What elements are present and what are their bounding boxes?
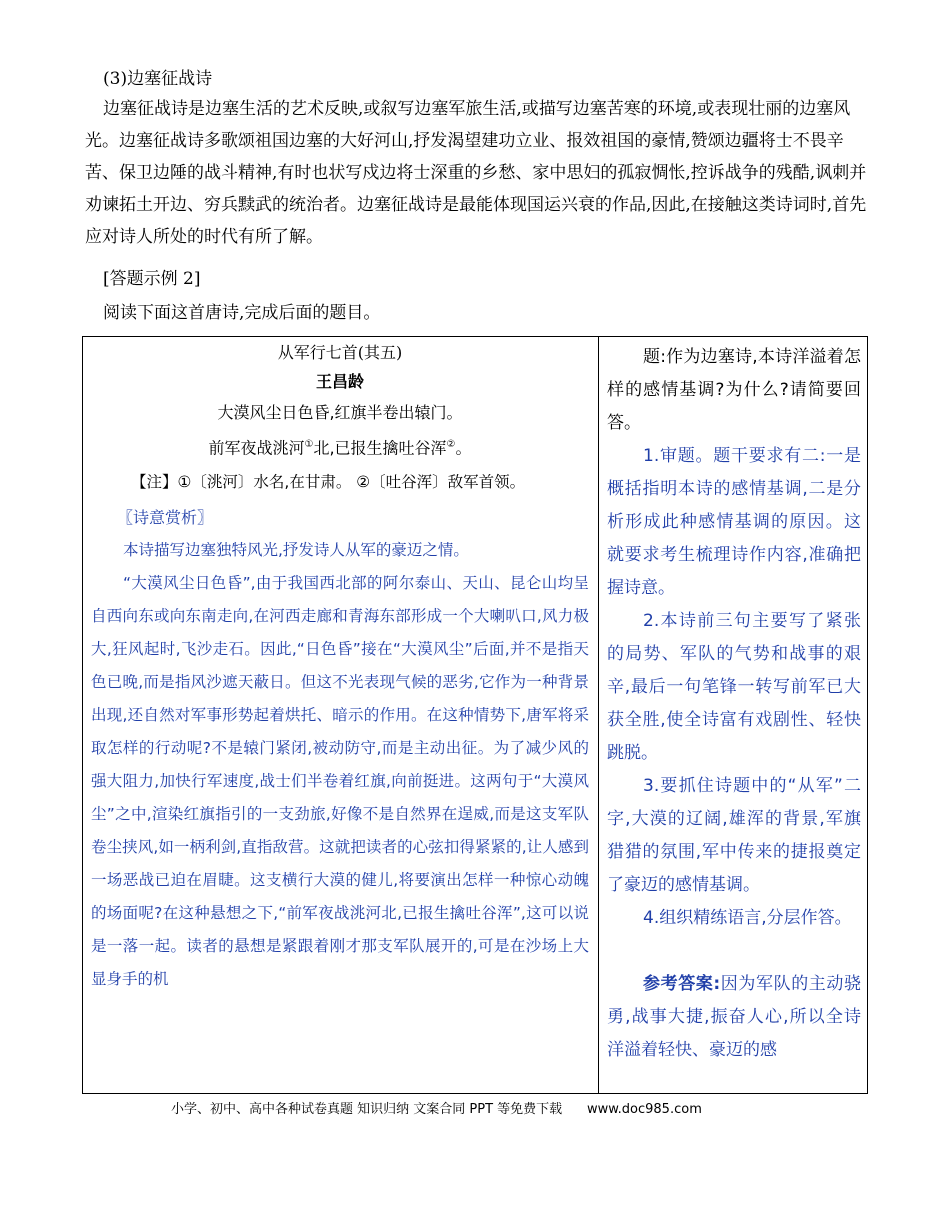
analysis-label: 〖诗意赏析〗 [117, 508, 214, 528]
poem-column [91, 339, 589, 996]
section-heading: (3)边塞征战诗 [103, 69, 213, 89]
footnote-marker-1: ① [304, 439, 314, 450]
poem-line-2-part-b: 北,已报生擒吐谷浑 [313, 438, 447, 458]
question-column [607, 341, 861, 1067]
spacer [607, 935, 861, 968]
poem-line-2-part-a: 前军夜战洮河 [208, 438, 305, 458]
page-footer [171, 1100, 702, 1120]
answer-step-2: 2.本诗前三句主要写了紧张的局势、军队的气势和战事的艰辛,最后一句笔锋一转写前军已大获全胜,使全诗富有戏剧性、轻快跳脱。 [607, 611, 861, 763]
answer-example-table [82, 336, 868, 1094]
poem-line-1: 大漠风尘日色昏,红旗半卷出辕门。 [217, 403, 463, 422]
footnote-marker-2: ② [446, 439, 456, 450]
poem-title: 从军行七首(其五) [277, 343, 403, 362]
example-label: [答题示例 2] [103, 269, 201, 289]
footer-url: www.doc985.com [586, 1102, 702, 1117]
footer-text: 小学、初中、高中各种试卷真题 知识归纳 文案合同 PPT 等免费下载 [171, 1102, 563, 1117]
poem-note: 【注】①〔洮河〕水名,在甘肃。 ②〔吐谷浑〕敌军首领。 [131, 473, 526, 492]
reference-answer [607, 968, 861, 1067]
analysis-paragraph-1: 本诗描写边塞独特风光,抒发诗人从军的豪迈之情。 [123, 541, 469, 560]
analysis-paragraph-2: “大漠风尘日色昏”,由于我国西北部的阿尔泰山、天山、昆仑山均呈自西向东或向东南走向,在河西走廊和青海东部形成一个大喇叭口,风力极大,狂风起时,飞沙走石。因此,“日色昏”接在“大漠风尘”后面,并不是指天色已晚,而是指风沙遮天蔽日。但这不光表现气候的恶劣,它作为一种背景出现,还自然对军事形势起着烘托、暗示的作用。在这种情势下,唐军将采取怎样的行动呢?不是辕门紧闭,被动防守,而是主动出征。为了减少风的强大阻力,加快行军速度,战士们半卷着红旗,向前挺进。这两句于“大漠风尘”之中,渲染红旗指引的一支劲旅,好像不是自然界在逞威,而是这支军队卷尘挟风,如一柄利剑,直指敌营。这就把读者的心弦扣得紧紧的,让人感到一场恶战已迫在眉睫。这支横行大漠的健儿,将要演出怎样一种惊心动魄的场面呢?在这种悬想之下,“前军夜战洮河北,已报生擒吐谷浑”,这可以说是一落一起。读者的悬想是紧跟着刚才那支军队展开的,可是在沙场上大显身手的机 [91, 574, 589, 989]
answer-step-4: 4.组织精练语言,分层作答。 [643, 908, 852, 928]
answer-step-1: 1.审题。题干要求有二:一是概括指明本诗的感情基调,二是分析形成此种感情基调的原因。这就要求考生梳理诗作内容,准确把握诗意。 [607, 446, 861, 598]
poem-line-2 [91, 429, 589, 464]
column-divider [598, 337, 599, 1093]
poem-author: 王昌龄 [315, 372, 364, 391]
question-intro: 阅读下面这首唐诗,完成后面的题目。 [103, 303, 381, 323]
answer-step-3: 3.要抓住诗题中的“从军”二字,大漠的辽阔,雄浑的背景,军旗猎猎的氛围,军中传来的捷报奠定了豪迈的感情基调。 [607, 776, 861, 895]
reference-answer-label: 参考答案: [643, 974, 721, 994]
reference-answer-text: 因为军队的主动骁勇,战事大捷,振奋人心,所以全诗洋溢着轻快、豪迈的感 [607, 974, 861, 1060]
poem-line-2-part-c: 。 [455, 438, 472, 458]
question-text: 题:作为边塞诗,本诗洋溢着怎样的感情基调?为什么?请简要回答。 [607, 347, 861, 433]
section-paragraph: 边塞征战诗是边塞生活的艺术反映,或叙写边塞军旅生活,或描写边塞苦寒的环境,或表现壮丽的边塞风光。边塞征战诗多歌颂祖国边塞的大好河山,抒发渴望建功立业、报效祖国的豪情,赞颂边疆将士不畏辛苦、保卫边陲的战斗精神,有时也状写戍边将士深重的乡愁、家中思妇的孤寂惆怅,控诉战争的残酷,讽刺并劝谏拓土开边、穷兵黩武的统治者。边塞征战诗是最能体现国运兴衰的作品,因此,在接触这类诗词时,首先应对诗人所处的时代有所了解。 [85, 99, 867, 247]
